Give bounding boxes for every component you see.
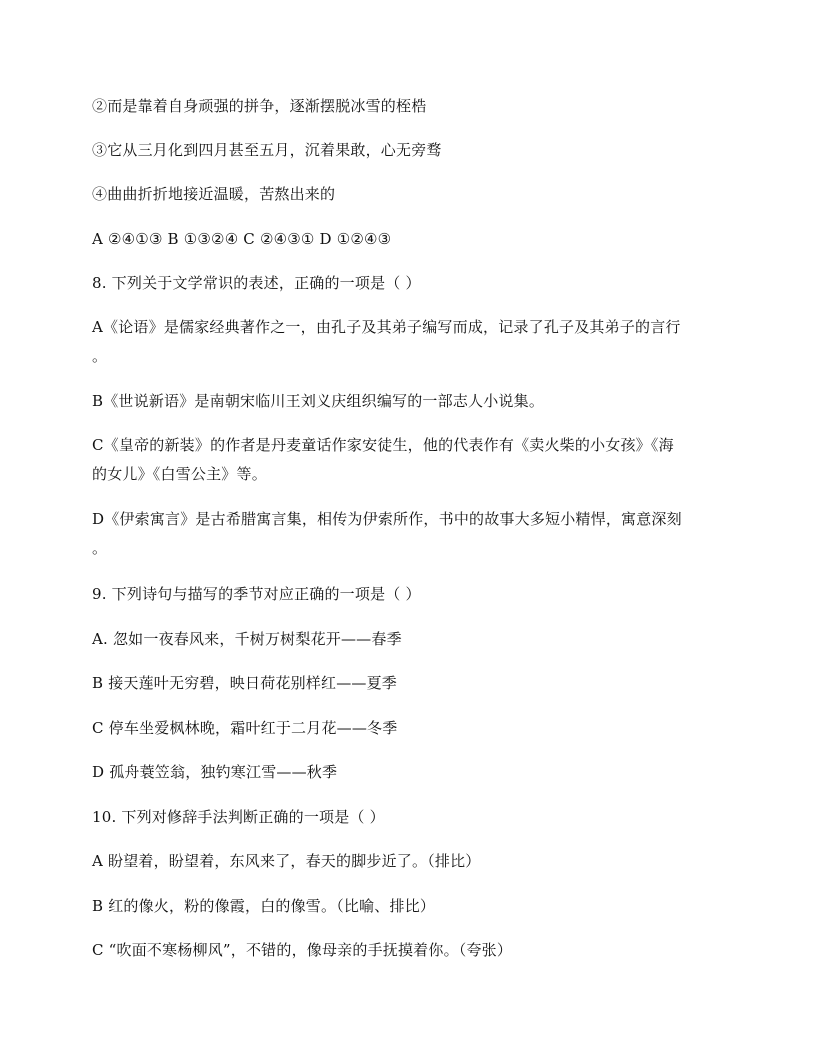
question-9: 9. 下列诗句与描写的季节对应正确的一项是（ ） <box>92 585 421 603</box>
q9-option-c: C 停车坐爱枫林晚，霜叶红于二月花——冬季 <box>92 719 398 737</box>
option-line-2: ②而是靠着自身顽强的拼争，逐渐摆脱冰雪的桎梏 <box>92 97 427 115</box>
question-10: 10. 下列对修辞手法判断正确的一项是（ ） <box>92 808 385 826</box>
q10-option-c: C “吹面不寒杨柳风”，不错的，像母亲的手抚摸着你。（夸张） <box>92 941 513 959</box>
q8-option-a-continued: 。 <box>92 347 108 365</box>
question-8: 8. 下列关于文学常识的表述，正确的一项是（ ） <box>92 274 421 292</box>
option-line-3: ③它从三月化到四月甚至五月，沉着果敢，心无旁骛 <box>92 141 442 159</box>
q9-option-b: B 接天莲叶无穷碧，映日荷花别样红——夏季 <box>92 674 397 692</box>
q8-option-b: B《世说新语》是南朝宋临川王刘义庆组织编写的一部志人小说集。 <box>92 392 545 410</box>
q8-option-a: A《论语》是儒家经典著作之一，由孔子及其弟子编写而成，记录了孔子及其弟子的言行 <box>92 318 681 336</box>
q8-option-d-continued: 。 <box>92 539 108 557</box>
q9-option-d: D 孤舟蓑笠翁，独钓寒江雪——秋季 <box>92 763 338 781</box>
q10-option-a: A 盼望着，盼望着，东风来了，春天的脚步近了。（排比） <box>92 852 481 870</box>
q8-option-c: C《皇帝的新装》的作者是丹麦童话作家安徒生，他的代表作有《卖火柴的小女孩》《海 <box>92 436 674 454</box>
q10-option-b: B 红的像火，粉的像霞，白的像雪。（比喻、排比） <box>92 897 436 915</box>
q8-option-c-continued: 的女儿》《白雪公主》等。 <box>92 465 267 483</box>
answer-choices-7: A ②④①③ B ①③②④ C ②④③① D ①②④③ <box>92 230 392 248</box>
q9-option-a: A. 忽如一夜春风来，千树万树梨花开——春季 <box>92 630 402 648</box>
option-line-4: ④曲曲折折地接近温暖，苦熬出来的 <box>92 185 336 203</box>
q8-option-d: D《伊索寓言》是古希腊寓言集，相传为伊索所作，书中的故事大多短小精悍，寓意深刻 <box>92 510 682 528</box>
